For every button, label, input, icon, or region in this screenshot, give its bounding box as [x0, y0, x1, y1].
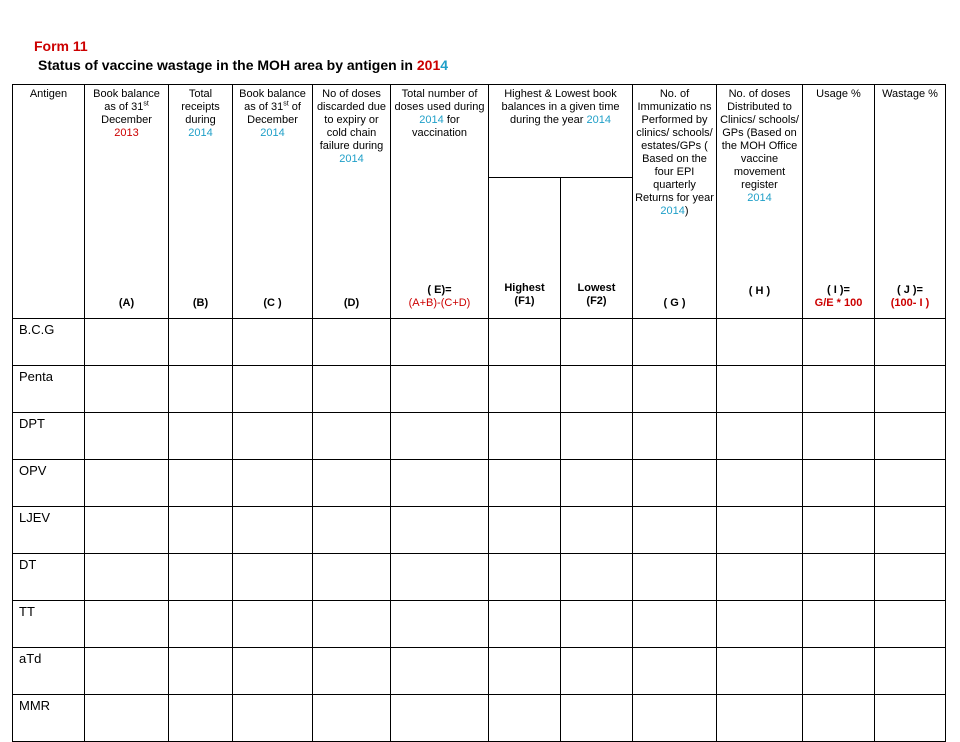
header-f2-code: (F2): [586, 295, 607, 307]
header-e-code: [391, 284, 488, 310]
data-cell[interactable]: [233, 319, 313, 366]
data-cell[interactable]: [169, 648, 233, 695]
data-cell[interactable]: [391, 319, 489, 366]
header-j-code2: (100- I ): [890, 297, 930, 309]
data-cell[interactable]: [633, 554, 717, 601]
header-c-text: Book balance as of 31: [239, 88, 306, 113]
data-cell[interactable]: [169, 460, 233, 507]
data-cell[interactable]: [561, 648, 633, 695]
data-cell[interactable]: [717, 648, 803, 695]
title-year-part1: 201: [416, 57, 441, 73]
header-a-sup: st: [143, 100, 149, 108]
data-cell[interactable]: [313, 695, 391, 742]
data-cell[interactable]: [803, 554, 875, 601]
antigen-cell: Penta: [13, 366, 85, 413]
header-f-year: 2014: [586, 114, 611, 126]
data-cell[interactable]: [875, 648, 946, 695]
data-cell[interactable]: [633, 413, 717, 460]
data-cell[interactable]: [803, 648, 875, 695]
title-text: Status of vaccine wastage in the MOH area by antigen in: [38, 57, 417, 73]
data-cell[interactable]: [561, 554, 633, 601]
data-cell[interactable]: [169, 507, 233, 554]
data-cell[interactable]: [717, 554, 803, 601]
antigen-cell: OPV: [13, 460, 85, 507]
data-cell[interactable]: [391, 648, 489, 695]
data-cell[interactable]: [85, 366, 169, 413]
data-cell[interactable]: [803, 507, 875, 554]
data-cell[interactable]: [233, 460, 313, 507]
header-i-code: [803, 284, 874, 310]
header-f1-label: Highest: [504, 282, 545, 294]
header-i-text: Usage %: [816, 88, 861, 100]
data-cell[interactable]: [717, 413, 803, 460]
antigen-cell: TT: [13, 601, 85, 648]
header-c-code: (C ): [263, 297, 282, 309]
data-cell[interactable]: [489, 554, 561, 601]
data-cell[interactable]: [561, 601, 633, 648]
header-f1: [489, 178, 561, 319]
header-f-text: Highest & Lowest book balances in a given time during the year: [501, 88, 620, 126]
header-g-close: ): [684, 205, 689, 217]
header-e: [391, 85, 489, 319]
header-j-text: Wastage %: [882, 88, 938, 100]
antigen-cell: MMR: [13, 695, 85, 742]
header-g-code: ( G ): [663, 297, 686, 309]
header-h-text: No. of doses Distributed to Clinics/ schools/ GPs (Based on the MOH Office vaccine movement register: [720, 88, 799, 191]
table-row: [13, 601, 946, 648]
header-c: [233, 85, 313, 319]
antigen-cell: DPT: [13, 413, 85, 460]
data-cell[interactable]: [391, 601, 489, 648]
data-cell[interactable]: [85, 507, 169, 554]
data-cell[interactable]: [169, 366, 233, 413]
table-row: [13, 366, 946, 413]
data-cell[interactable]: [313, 601, 391, 648]
form-number: Form 11: [34, 38, 88, 54]
data-cell[interactable]: [803, 460, 875, 507]
data-cell[interactable]: [85, 695, 169, 742]
data-cell[interactable]: [875, 460, 946, 507]
wastage-table: [12, 84, 946, 742]
data-cell[interactable]: [633, 695, 717, 742]
data-cell[interactable]: [169, 695, 233, 742]
data-cell[interactable]: [169, 554, 233, 601]
header-c-year: 2014: [260, 127, 285, 139]
header-e-text: Total number of doses used during: [394, 88, 485, 113]
header-h-year: 2014: [747, 192, 772, 204]
table-row: [13, 319, 946, 366]
data-cell[interactable]: [489, 648, 561, 695]
data-cell[interactable]: [633, 601, 717, 648]
data-cell[interactable]: [633, 507, 717, 554]
header-f2: [561, 178, 633, 319]
data-cell[interactable]: [391, 413, 489, 460]
data-cell[interactable]: [169, 601, 233, 648]
header-c-sup: st: [283, 100, 289, 108]
table-body: [13, 319, 946, 742]
data-cell[interactable]: [875, 695, 946, 742]
data-cell[interactable]: [233, 648, 313, 695]
header-g: [633, 85, 717, 319]
data-cell[interactable]: [85, 413, 169, 460]
data-cell[interactable]: [391, 554, 489, 601]
data-cell[interactable]: [875, 319, 946, 366]
header-e-code1: ( E)=: [427, 284, 452, 296]
data-cell[interactable]: [875, 554, 946, 601]
header-i-code2: G/E * 100: [814, 297, 863, 309]
header-a-text2: December: [101, 114, 152, 126]
header-i-code1: ( I )=: [827, 284, 850, 296]
data-cell[interactable]: [489, 413, 561, 460]
data-cell[interactable]: [561, 507, 633, 554]
data-cell[interactable]: [489, 460, 561, 507]
header-h: [717, 85, 803, 319]
data-cell[interactable]: [561, 366, 633, 413]
title-year-part2: 4: [440, 57, 449, 73]
header-g-text: No. of Immunizatio ns Performed by clinics/ schools/ estates/GPs ( Based on the four EPI quarterly Returns for year: [635, 88, 714, 204]
header-a: [85, 85, 169, 319]
data-cell[interactable]: [233, 507, 313, 554]
data-cell[interactable]: [391, 695, 489, 742]
header-b-year: 2014: [188, 127, 213, 139]
header-e-code2: (A+B)-(C+D): [408, 297, 471, 309]
header-f2-label: Lowest: [577, 282, 616, 294]
data-cell[interactable]: [233, 601, 313, 648]
header-d-year: 2014: [339, 153, 364, 165]
data-cell[interactable]: [85, 319, 169, 366]
header-i: [803, 85, 875, 319]
data-cell[interactable]: [233, 413, 313, 460]
data-cell[interactable]: [717, 319, 803, 366]
data-cell[interactable]: [489, 507, 561, 554]
header-b: [169, 85, 233, 319]
data-cell[interactable]: [561, 319, 633, 366]
page-title: [38, 57, 448, 73]
header-d-code: (D): [343, 297, 360, 309]
data-cell[interactable]: [803, 413, 875, 460]
data-cell[interactable]: [313, 554, 391, 601]
header-antigen-label: Antigen: [29, 88, 68, 100]
table-row: [13, 507, 946, 554]
header-antigen: [13, 85, 85, 319]
data-cell[interactable]: [803, 319, 875, 366]
data-cell[interactable]: [169, 413, 233, 460]
header-b-text: Total receipts during: [181, 88, 220, 126]
header-e-year: 2014: [419, 114, 444, 126]
data-cell[interactable]: [717, 460, 803, 507]
table-row: [13, 648, 946, 695]
data-cell[interactable]: [875, 413, 946, 460]
data-cell[interactable]: [313, 507, 391, 554]
header-e-text2: for vaccination: [411, 114, 468, 139]
header-d-text: No of doses discarded due to expiry or cold chain failure during: [316, 88, 387, 152]
data-cell[interactable]: [313, 319, 391, 366]
data-cell[interactable]: [633, 648, 717, 695]
data-cell[interactable]: [313, 366, 391, 413]
data-cell[interactable]: [489, 319, 561, 366]
data-cell[interactable]: [169, 319, 233, 366]
data-cell[interactable]: [489, 695, 561, 742]
data-cell[interactable]: [391, 366, 489, 413]
data-cell[interactable]: [717, 366, 803, 413]
data-cell[interactable]: [233, 366, 313, 413]
data-cell[interactable]: [233, 554, 313, 601]
data-cell[interactable]: [561, 695, 633, 742]
data-cell[interactable]: [233, 695, 313, 742]
header-a-text: Book balance as of 31: [93, 88, 160, 113]
data-cell[interactable]: [489, 366, 561, 413]
data-cell[interactable]: [875, 366, 946, 413]
table-row: [13, 554, 946, 601]
data-cell[interactable]: [633, 460, 717, 507]
data-cell[interactable]: [633, 319, 717, 366]
table-row: [13, 460, 946, 507]
header-f1-code: (F1): [514, 295, 535, 307]
data-cell[interactable]: [85, 554, 169, 601]
data-cell[interactable]: [313, 460, 391, 507]
header-h-code: ( H ): [748, 285, 771, 297]
data-cell[interactable]: [803, 695, 875, 742]
data-cell[interactable]: [717, 695, 803, 742]
data-cell[interactable]: [633, 366, 717, 413]
data-cell[interactable]: [875, 601, 946, 648]
header-j-code: [875, 284, 945, 310]
header-j-code1: ( J )=: [897, 284, 923, 296]
table-row: [13, 413, 946, 460]
header-b-code: (B): [192, 297, 209, 309]
data-cell[interactable]: [803, 366, 875, 413]
header-g-year: 2014: [660, 205, 685, 217]
data-cell[interactable]: [717, 601, 803, 648]
data-cell[interactable]: [85, 601, 169, 648]
data-cell[interactable]: [391, 460, 489, 507]
header-d: [313, 85, 391, 319]
data-cell[interactable]: [313, 413, 391, 460]
data-cell[interactable]: [803, 601, 875, 648]
antigen-cell: aTd: [13, 648, 85, 695]
antigen-cell: B.C.G: [13, 319, 85, 366]
data-cell[interactable]: [717, 507, 803, 554]
data-cell[interactable]: [561, 460, 633, 507]
data-cell[interactable]: [85, 460, 169, 507]
data-cell[interactable]: [875, 507, 946, 554]
table-row: [13, 695, 946, 742]
data-cell[interactable]: [313, 648, 391, 695]
data-cell[interactable]: [561, 413, 633, 460]
data-cell[interactable]: [489, 601, 561, 648]
data-cell[interactable]: [85, 648, 169, 695]
header-a-year: 2013: [114, 127, 139, 139]
data-cell[interactable]: [391, 507, 489, 554]
header-f: [489, 85, 633, 178]
header-j: [875, 85, 946, 319]
antigen-cell: LJEV: [13, 507, 85, 554]
header-a-code: (A): [118, 297, 135, 309]
antigen-cell: DT: [13, 554, 85, 601]
header-c-text2: of December: [247, 101, 301, 126]
